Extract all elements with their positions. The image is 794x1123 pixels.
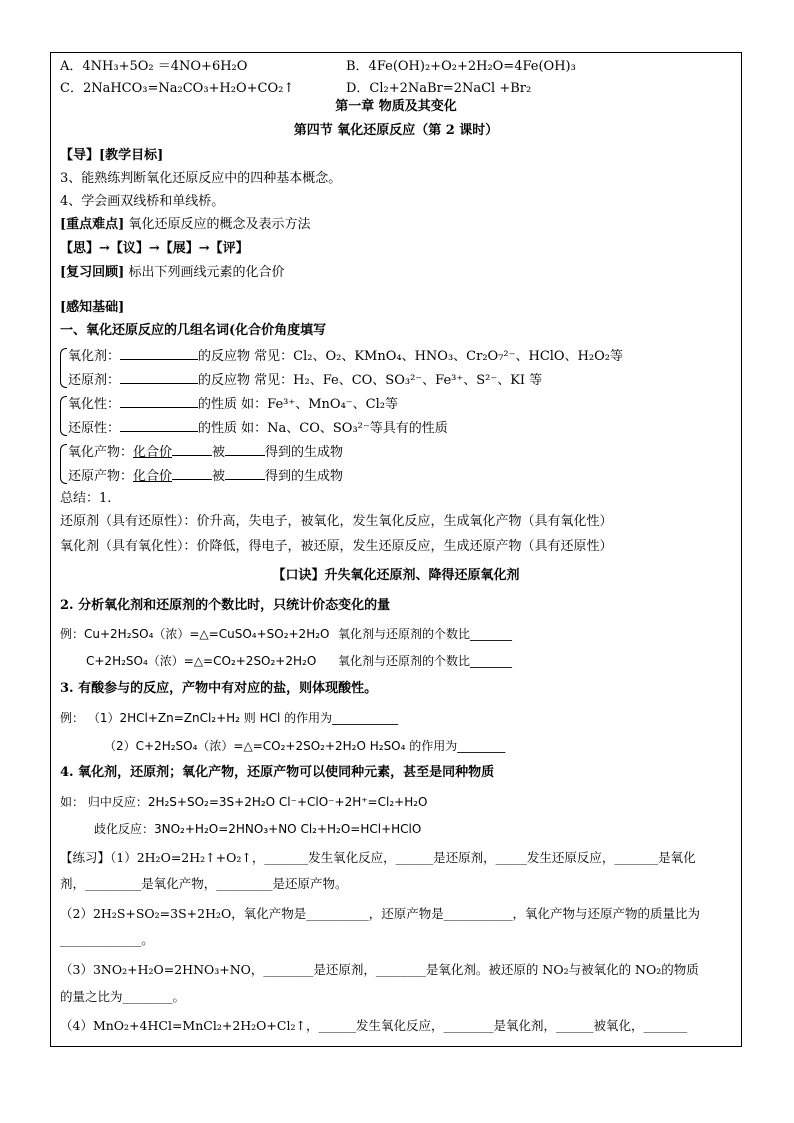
red-product-blank-2[interactable] (225, 466, 265, 480)
valence-word: 化合价 (133, 445, 173, 460)
chapter-title: 第一章 物质及其变化 (335, 99, 457, 114)
summary-label: 总结：1. (60, 491, 112, 506)
rule-3-example-1: 例： （1）2HCl+Zn=ZnCl₂+H₂ 则 HCl 的作用为___________ (60, 711, 399, 725)
reducing-blank[interactable] (120, 418, 198, 432)
summary-oxidant: 氧化剂（具有氧化性）：价降低，得电子，被还原，发生还原反应，生成还原产物（具有还原性） (60, 539, 613, 554)
oxidizing-text: 的性质 如：Fe³⁺、MnO₄⁻、Cl₂等 (198, 397, 398, 412)
brace-products (60, 444, 67, 484)
oxidizing-label: 氧化性： (68, 397, 121, 412)
rule-2-title: 2. 分析氧化剂和还原剂的个数比时，只统计价态变化的量 (60, 598, 391, 613)
rule-3-example-2: （2）C+2H₂SO₄（浓）=△=CO₂+2SO₂+2H₂O H₂SO₄ 的作用为________ (104, 739, 506, 753)
product-suffix: 得到的生成物 (265, 445, 344, 460)
valence-word: 化合价 (133, 469, 173, 484)
oxidizing-blank[interactable] (120, 394, 198, 408)
practice-1-line-1: 【练习】（1）2H₂O=2H₂↑+O₂↑，_______发生氧化反应，______是还原剂，_____发生还原反应，_______是氧化 (60, 850, 696, 865)
ox-product-blank-2[interactable] (225, 442, 265, 456)
rule-2-ratio-1: 氧化剂与还原剂的个数比_______ (338, 627, 513, 641)
rule-3-title: 3. 有酸参与的反应，产物中有对应的盐，则体现酸性。 (60, 681, 378, 696)
disproportionation: 歧化反应：3NO₂+H₂O=2HNO₃+NO Cl₂+H₂O=HCl+HClO (94, 822, 422, 836)
practice-1-line-2: 剂，_________是氧化产物，_________是还原产物。 (60, 876, 348, 891)
key-points (60, 216, 310, 234)
mnemonic: 【口诀】升失氧化还原剂、降得还原氧化剂 (272, 568, 520, 583)
practice-2-line-1: （2）2H₂S+SO₂=3S+2H₂O，氧化产物是__________，还原产物是___________，氧化产物与还原产物的质量比为 (60, 906, 701, 921)
reductant-label: 还原剂： (68, 373, 121, 388)
ox-product-label: 氧化产物： (68, 445, 134, 460)
option-c: C．2NaHCO₃=Na₂CO₃+H₂O+CO₂↑ (60, 81, 295, 96)
key-text: 氧化还原反应的概念及表示方法 (124, 217, 311, 232)
section-title: 第四节 氧化还原反应（第 2 课时） (293, 123, 499, 138)
key-label: [重点难点] (60, 217, 125, 232)
rule-2-example-2: C+2H₂SO₄（浓）=△=CO₂+2SO₂+2H₂O (86, 654, 317, 668)
oxidant-text: 的反应物 常见：Cl₂、O₂、KMnO₄、HNO₃、Cr₂O₇²⁻、HClO、H₂O₂等 (198, 349, 624, 364)
comproportionation: 如： 归中反应：2H₂S+SO₂=3S+2H₂O Cl⁻+ClO⁻+2H⁺=Cl₂+H₂O (60, 795, 428, 809)
red-product-blank-1[interactable] (172, 466, 212, 480)
rule-2-ratio-2: 氧化剂与还原剂的个数比_______ (338, 654, 513, 668)
oxidizing-row (68, 394, 398, 414)
rule-2-example-1: 例：Cu+2H₂SO₄（浓）=△=CuSO₄+SO₂+2H₂O (60, 627, 330, 641)
product-suffix: 得到的生成物 (265, 469, 344, 484)
review-label: [复习回顾] (60, 265, 125, 280)
review-text: 标出下列画线元素的化合价 (124, 265, 285, 280)
option-b: B．4Fe(OH)₂+O₂+2H₂O=4Fe(OH)₃ (346, 59, 576, 74)
basics-heading: [感知基础] (60, 300, 125, 315)
reductant-text: 的反应物 常见：H₂、Fe、CO、SO₃²⁻、Fe³⁺、S²⁻、KI 等 (198, 373, 543, 388)
oxidant-blank[interactable] (120, 346, 198, 360)
ox-product-blank-1[interactable] (172, 442, 212, 456)
by-word: 被 (212, 445, 226, 460)
rule-4-title: 4. 氧化剂，还原剂；氧化产物，还原产物可以使同种元素，甚至是同种物质 (60, 765, 495, 780)
brace-properties (60, 396, 67, 436)
goal-4: 4、学会画双线桥和单线桥。 (60, 194, 225, 209)
reductant-row (68, 370, 542, 390)
reducing-text: 的性质 如：Na、CO、SO₃²⁻等具有的性质 (198, 421, 448, 436)
by-word: 被 (212, 469, 226, 484)
option-d: D．Cl₂+2NaBr=2NaCl +Br₂ (346, 81, 532, 96)
q1-title: 一、氧化还原反应的几组名词(化合价角度填写 (60, 323, 327, 338)
review (60, 264, 284, 282)
guide-heading: 【导】[教学目标] (60, 148, 164, 163)
summary-reductant: 还原剂（具有还原性）：价升高，失电子，被氧化，发生氧化反应，生成氧化产物（具有氧化性） (60, 514, 613, 529)
ox-product-row (68, 442, 343, 462)
practice-3-line-1: （3）3NO₂+H₂O=2HNO₃+NO，________是还原剂，________是氧化剂。被还原的 NO₂与被氧化的 NO₂的物质 (60, 962, 699, 977)
practice-4-line-1: （4）MnO₂+4HCl=MnCl₂+2H₂O+Cl₂↑，______发生氧化反应，________是氧化剂，______被氧化，_______ (60, 1018, 688, 1033)
option-a: A．4NH₃+5O₂ ＝4NO+6H₂O (60, 59, 248, 74)
red-product-label: 还原产物： (68, 469, 134, 484)
red-product-row (68, 466, 343, 486)
oxidant-label: 氧化剂： (68, 349, 121, 364)
reducing-row (68, 418, 448, 438)
oxidant-row (68, 346, 623, 366)
reductant-blank[interactable] (120, 370, 198, 384)
reducing-label: 还原性： (68, 421, 121, 436)
practice-3-line-2: 的量之比为________。 (60, 989, 186, 1004)
brace-agents (60, 348, 67, 388)
practice-2-line-2: _____________。 (60, 932, 154, 947)
step-sequence: 【思】→【议】→【展】→【评】 (60, 241, 249, 256)
goal-3: 3、能熟练判断氧化还原反应中的四种基本概念。 (60, 171, 342, 186)
